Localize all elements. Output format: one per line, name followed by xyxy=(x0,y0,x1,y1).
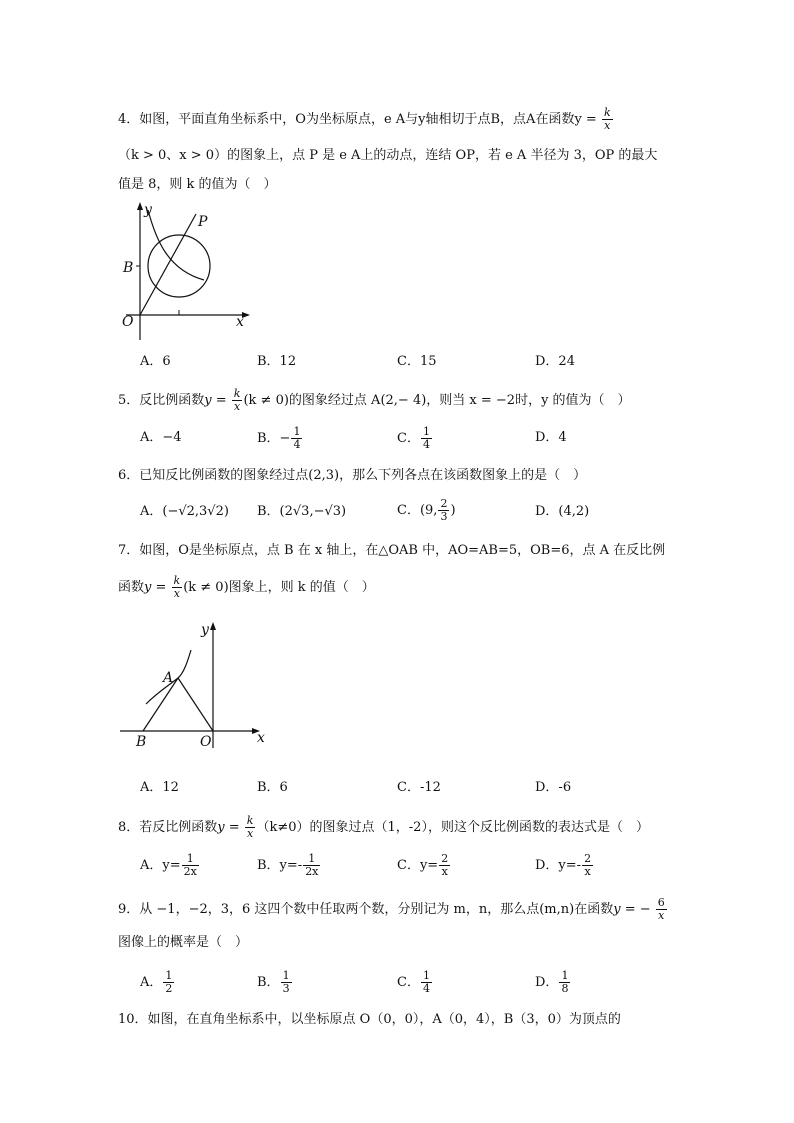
q7-fraction: $\frac{k}{x}$ xyxy=(173,574,181,600)
q7-label-A: A xyxy=(163,670,174,686)
q7-option-d[interactable]: D．-6 xyxy=(535,780,572,795)
q7-label-x: x xyxy=(257,730,265,746)
q5-line: 5．反比例函数y = $\frac{k}{x}$ (k ≠ 0)的图象经过点 A(2,− 4)，则当 x = −2时，y 的值为（ ） xyxy=(118,387,631,413)
q9-fraction: $\frac{6}{x}$ xyxy=(657,896,665,922)
q5-option-d[interactable]: D．4 xyxy=(535,430,567,445)
q4-line2: （k > 0、x > 0）的图象上，点 P 是 e A上的动点，连结 OP，若 e A 半径为 3，OP 的最大 xyxy=(118,148,658,163)
q8-option-a[interactable]: A．y= $\frac{1}{2x}$ xyxy=(140,852,197,878)
q9-option-a[interactable]: A． $\frac{1}{2}$ xyxy=(140,969,173,995)
q8-line: 8．若反比例函数y = $\frac{k}{x}$ （k≠0）的图象过点（1，-2），则这个反比例函数的表达式是（ ） xyxy=(118,814,649,840)
q6-option-a[interactable]: A．(−√2,3√2) xyxy=(140,504,229,519)
q9-option-c[interactable]: C． $\frac{1}{4}$ xyxy=(397,969,430,995)
q6-option-c[interactable]: C．(9, $\frac{2}{3}$ ) xyxy=(397,497,456,523)
q5-fraction: $\frac{k}{x}$ xyxy=(233,387,241,413)
q5-option-c[interactable]: C． $\frac{1}{4}$ xyxy=(397,425,430,451)
q9-option-b[interactable]: B． $\frac{1}{3}$ xyxy=(257,969,290,995)
q4-line1-b: O为坐标原点，e A与y轴相切于点B，点A在函数y = xyxy=(295,112,597,127)
q7-figure xyxy=(118,618,278,757)
q4-line1-a: 4．如图，平面直角坐标系中， xyxy=(118,112,296,127)
q8-fraction: $\frac{k}{x}$ xyxy=(246,814,254,840)
q6-line: 6．已知反比例函数的图象经过点(2,3)，那么下列各点在该函数图象上的是（ ） xyxy=(118,468,587,483)
q4-option-b[interactable]: B．12 xyxy=(257,354,297,369)
q4-figure xyxy=(118,200,258,349)
q6-option-d[interactable]: D．(4,2) xyxy=(535,504,590,519)
q7-option-a[interactable]: A．12 xyxy=(140,780,179,795)
q7-label-O: O xyxy=(200,734,212,750)
q6-option-b[interactable]: B．(2√3,−√3) xyxy=(257,504,347,519)
q4-option-d[interactable]: D．24 xyxy=(535,354,575,369)
q4-label-B: B xyxy=(123,260,134,276)
q4-option-a[interactable]: A．6 xyxy=(140,354,171,369)
q7-line2: 函数y = $\frac{k}{x}$ (k ≠ 0)图象上，则 k 的值（ ） xyxy=(118,574,375,600)
q4-line1 xyxy=(118,107,614,132)
q8-option-c[interactable]: C．y= $\frac{2}{x}$ xyxy=(397,852,449,878)
q5-option-b[interactable]: B．− $\frac{1}{4}$ xyxy=(257,425,301,451)
q4-fraction-k-over-x: $\frac{k}{x}$ xyxy=(603,106,611,132)
q7-option-b[interactable]: B．6 xyxy=(257,780,288,795)
q7-label-y: y xyxy=(201,622,209,638)
q4-line3: 值是 8，则 k 的值为（ ） xyxy=(118,177,277,192)
q9-line2: 图像上的概率是（ ） xyxy=(118,935,249,950)
q7-line1: 7．如图，O是坐标原点，点 B 在 x 轴上，在△OAB 中，AO=AB=5，OB=6，点 A 在反比例 xyxy=(118,543,666,558)
q4-label-O: O xyxy=(122,314,134,330)
q7-label-B: B xyxy=(136,734,147,750)
q7-option-c[interactable]: C．-12 xyxy=(397,780,441,795)
q4-label-y: y xyxy=(144,202,152,218)
q4-label-P: P xyxy=(198,214,208,230)
q4-option-c[interactable]: C．15 xyxy=(397,354,437,369)
q8-option-d[interactable]: D．y=- $\frac{2}{x}$ xyxy=(535,852,592,878)
q4-label-x: x xyxy=(236,314,244,330)
q5-option-a[interactable]: A．−4 xyxy=(140,430,182,445)
q8-option-b[interactable]: B．y=- $\frac{1}{2x}$ xyxy=(257,852,319,878)
q10-line: 10．如图，在直角坐标系中，以坐标原点 O（0，0），A（0，4），B（3，0）为顶点的 xyxy=(118,1012,621,1027)
q9-line1: 9．从 −1，−2，3，6 这四个数中任取两个数，分别记为 m，n，那么点(m,n)在函数y = − $\frac{6}{x}$ xyxy=(118,896,665,922)
q9-option-d[interactable]: D． $\frac{1}{8}$ xyxy=(535,969,569,995)
